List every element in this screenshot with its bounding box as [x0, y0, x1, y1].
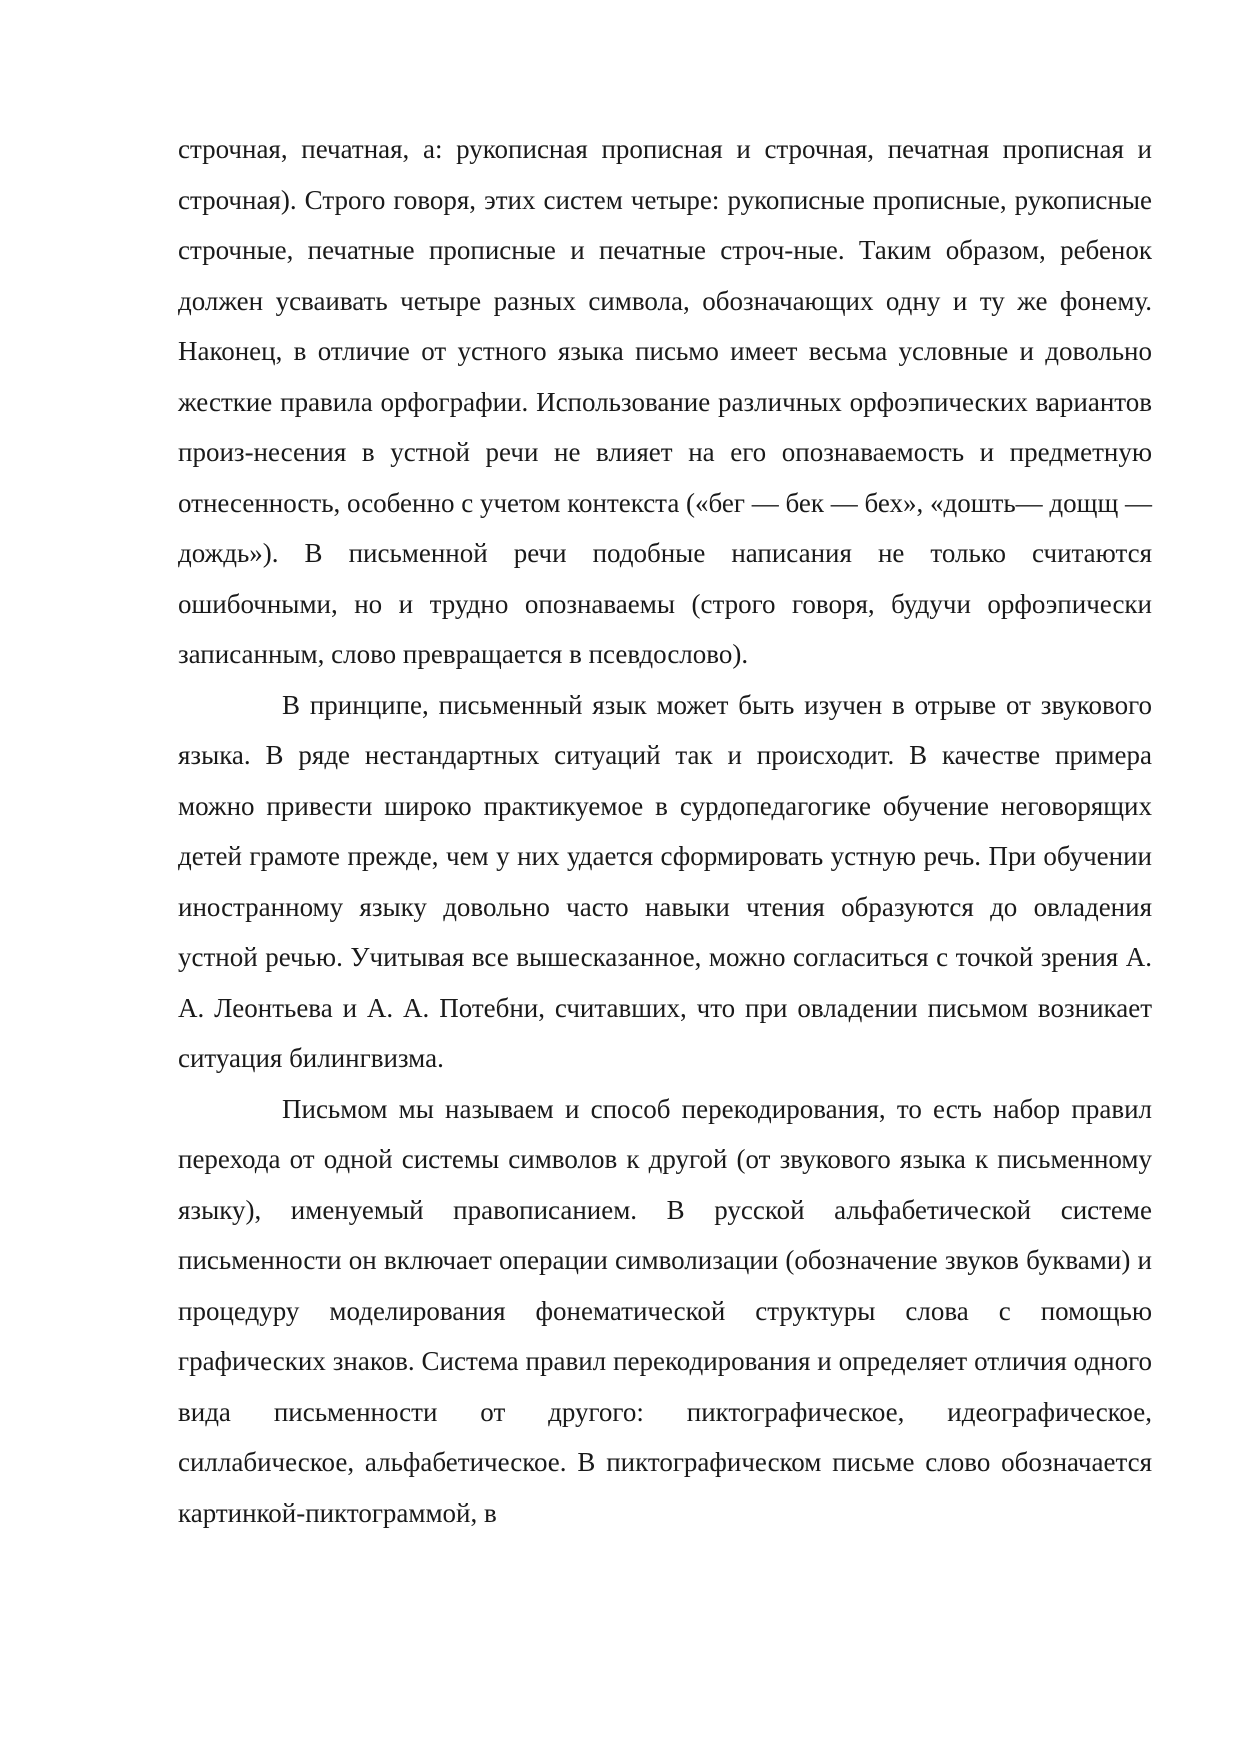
paragraph-2: В принципе, письменный язык может быть изучен в отрыве от звукового языка. В ряде нестандартных ситуаций так и происходит. В качестве примера можно привести широко практикуемое в сурдопедагогике обучение неговорящих детей грамоте прежде, чем у них удается сформировать устную речь. При обучении иностранному языку довольно часто навыки чтения образуются до овладения устной речью. Учитывая все вышесказанное, можно согласиться с точкой зрения А. А. Леонтьева и А. А. Потебни, считавших, что при овладении письмом возникает ситуация билингвизма. [178, 689, 1152, 1073]
body-text [178, 124, 1152, 1538]
paragraph-1: строчная, печатная, а: рукописная прописная и строчная, печатная прописная и строчная). Строго говоря, этих систем четыре: рукописные прописные, рукописные строчные, печатные прописные и печатные строч-ные. Таким образом, ребенок должен усваивать четыре разных символа, обозначающих одну и ту же фонему. Наконец, в отличие от устного языка письмо имеет весьма условные и довольно жесткие правила орфографии. Использование различных орфоэпических вариантов произ-несения в устной речи не влияет на его опознаваемость и предметную отнесенность, особенно с учетом контекста («бег — бек — бех», «дошть— дощщ — дождь»). В письменной речи подобные написания не только считаются ошибочными, но и трудно опознаваемы (строго говоря, будучи орфоэпически записанным, слово превращается в псевдослово). [178, 134, 1152, 669]
paragraph-3: Письмом мы называем и способ перекодирования, то есть набор правил перехода от одной системы символов к другой (от звукового языка к письменному языку), именуемый правописанием. В русской альфабетической системе письменности он включает операции символизации (обозначение звуков буквами) и процедуру моделирования фонематической структуры слова с помощью графических знаков. Система правил перекодирования и определяет отличия одного вида письменности от другого: пиктографическое, идеографическое, силлабическое, альфабетическое. В пиктографическом письме слово обозначается картинкой-пиктограммой, в [178, 1093, 1152, 1528]
